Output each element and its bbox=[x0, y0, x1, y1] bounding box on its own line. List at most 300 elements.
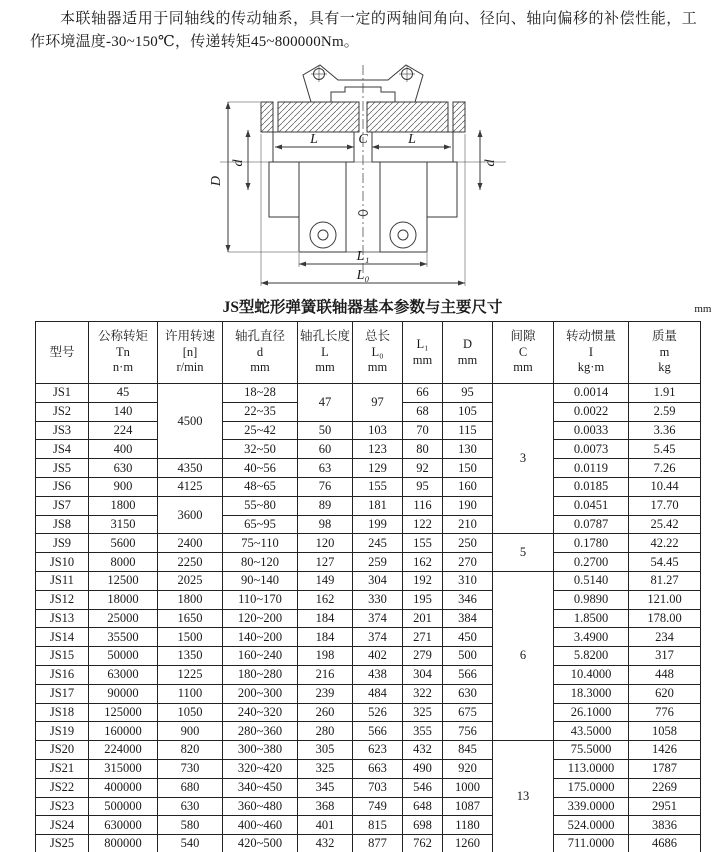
table-cell: 45 bbox=[89, 384, 158, 403]
table-cell: 160~240 bbox=[223, 647, 298, 666]
table-cell: 199 bbox=[353, 515, 403, 534]
table-cell: 55~80 bbox=[223, 496, 298, 515]
table-cell: 325 bbox=[403, 703, 443, 722]
table-cell: 195 bbox=[403, 590, 443, 609]
table-cell: 756 bbox=[443, 722, 493, 741]
table-cell: 580 bbox=[158, 816, 223, 835]
table-cell: 1426 bbox=[629, 741, 701, 760]
table-cell: 500000 bbox=[89, 797, 158, 816]
table-cell: 2269 bbox=[629, 778, 701, 797]
table-cell: 175.0000 bbox=[554, 778, 629, 797]
table-title-row bbox=[28, 297, 712, 319]
table-cell: 355 bbox=[403, 722, 443, 741]
table-cell: 3.4900 bbox=[554, 628, 629, 647]
table-cell: 920 bbox=[443, 759, 493, 778]
table-row-JS10 bbox=[36, 553, 701, 572]
table-cell: 0.5140 bbox=[554, 571, 629, 590]
table-cell: 75~110 bbox=[223, 534, 298, 553]
table-cell: 0.0073 bbox=[554, 440, 629, 459]
table-cell: 127 bbox=[298, 553, 353, 572]
table-row-JS8 bbox=[36, 515, 701, 534]
column-header-l1: L₁ mm bbox=[403, 322, 443, 384]
table-cell: 150 bbox=[443, 459, 493, 478]
table-cell: 1100 bbox=[158, 684, 223, 703]
table-cell: 4350 bbox=[158, 459, 223, 478]
table-cell: 162 bbox=[298, 590, 353, 609]
table-cell: 50000 bbox=[89, 647, 158, 666]
table-cell: 184 bbox=[298, 628, 353, 647]
table-cell: 400~460 bbox=[223, 816, 298, 835]
table-cell: 13 bbox=[493, 741, 554, 852]
column-header-model: 型号 bbox=[36, 322, 89, 384]
table-cell: 76 bbox=[298, 477, 353, 496]
row-model: JS4 bbox=[36, 440, 89, 459]
table-cell: 7.26 bbox=[629, 459, 701, 478]
row-model: JS1 bbox=[36, 384, 89, 403]
table-cell: 450 bbox=[443, 628, 493, 647]
row-model: JS24 bbox=[36, 816, 89, 835]
dim-label-L-right: L bbox=[407, 132, 416, 147]
table-cell: 66 bbox=[403, 384, 443, 403]
table-cell: 5.8200 bbox=[554, 647, 629, 666]
table-cell: 113.0000 bbox=[554, 759, 629, 778]
table-cell: 3.36 bbox=[629, 421, 701, 440]
table-cell: 190 bbox=[443, 496, 493, 515]
table-cell: 4686 bbox=[629, 835, 701, 852]
table-cell: 271 bbox=[403, 628, 443, 647]
table-cell: 12500 bbox=[89, 571, 158, 590]
row-model: JS18 bbox=[36, 703, 89, 722]
table-cell: 1800 bbox=[158, 590, 223, 609]
table-cell: 438 bbox=[353, 665, 403, 684]
table-cell: 524.0000 bbox=[554, 816, 629, 835]
table-row-JS24 bbox=[36, 816, 701, 835]
table-row-JS5 bbox=[36, 459, 701, 478]
table-cell: 68 bbox=[403, 402, 443, 421]
table-cell: 110~170 bbox=[223, 590, 298, 609]
table-cell: 2951 bbox=[629, 797, 701, 816]
table-cell: 374 bbox=[353, 628, 403, 647]
table-cell: 320~420 bbox=[223, 759, 298, 778]
table-cell: 1058 bbox=[629, 722, 701, 741]
table-cell: 402 bbox=[353, 647, 403, 666]
column-header-torque: 公称转矩 Tn n·m bbox=[89, 322, 158, 384]
table-cell: 1260 bbox=[443, 835, 493, 852]
table-cell: 3150 bbox=[89, 515, 158, 534]
table-body bbox=[36, 384, 701, 852]
table-cell: 484 bbox=[353, 684, 403, 703]
table-cell: 1787 bbox=[629, 759, 701, 778]
table-cell: 4500 bbox=[158, 384, 223, 459]
table-cell: 0.0119 bbox=[554, 459, 629, 478]
table-cell: 5.45 bbox=[629, 440, 701, 459]
table-cell: 130 bbox=[443, 440, 493, 459]
table-cell: 630000 bbox=[89, 816, 158, 835]
table-cell: 239 bbox=[298, 684, 353, 703]
column-header-bore_len: 轴孔长度 L mm bbox=[298, 322, 353, 384]
table-cell: 80~120 bbox=[223, 553, 298, 572]
table-cell: 0.9890 bbox=[554, 590, 629, 609]
table-cell: 63000 bbox=[89, 665, 158, 684]
table-cell: 1050 bbox=[158, 703, 223, 722]
table-cell: 304 bbox=[403, 665, 443, 684]
dim-label-d-left: d bbox=[230, 159, 246, 167]
table-cell: 630 bbox=[89, 459, 158, 478]
table-cell: 178.00 bbox=[629, 609, 701, 628]
table-row-JS17 bbox=[36, 684, 701, 703]
table-row-JS25 bbox=[36, 835, 701, 852]
table-cell: 97 bbox=[353, 384, 403, 422]
table-cell: 1180 bbox=[443, 816, 493, 835]
table-cell: 47 bbox=[298, 384, 353, 422]
table-cell: 245 bbox=[353, 534, 403, 553]
table-cell: 140 bbox=[89, 402, 158, 421]
table-cell: 0.0022 bbox=[554, 402, 629, 421]
table-cell: 698 bbox=[403, 816, 443, 835]
row-model: JS10 bbox=[36, 553, 89, 572]
table-cell: 22~35 bbox=[223, 402, 298, 421]
table-cell: 845 bbox=[443, 741, 493, 760]
table-cell: 280 bbox=[298, 722, 353, 741]
row-model: JS14 bbox=[36, 628, 89, 647]
row-model: JS2 bbox=[36, 402, 89, 421]
table-cell: 2250 bbox=[158, 553, 223, 572]
table-cell: 80 bbox=[403, 440, 443, 459]
column-header-d_out: D mm bbox=[443, 322, 493, 384]
table-cell: 305 bbox=[298, 741, 353, 760]
table-row-JS6 bbox=[36, 477, 701, 496]
table-cell: 17.70 bbox=[629, 496, 701, 515]
table-cell: 1350 bbox=[158, 647, 223, 666]
table-cell: 900 bbox=[158, 722, 223, 741]
table-cell: 2.59 bbox=[629, 402, 701, 421]
table-cell: 103 bbox=[353, 421, 403, 440]
table-cell: 10.4000 bbox=[554, 665, 629, 684]
table-cell: 317 bbox=[629, 647, 701, 666]
table-cell: 776 bbox=[629, 703, 701, 722]
table-row-JS12 bbox=[36, 590, 701, 609]
table-row-JS3 bbox=[36, 421, 701, 440]
table-cell: 432 bbox=[403, 741, 443, 760]
table-row-JS11 bbox=[36, 571, 701, 590]
table-cell: 500 bbox=[443, 647, 493, 666]
table-cell: 89 bbox=[298, 496, 353, 515]
table-cell: 98 bbox=[298, 515, 353, 534]
table-cell: 140~200 bbox=[223, 628, 298, 647]
table-cell: 234 bbox=[629, 628, 701, 647]
table-row-JS22 bbox=[36, 778, 701, 797]
table-cell: 280~360 bbox=[223, 722, 298, 741]
table-cell: 448 bbox=[629, 665, 701, 684]
table-cell: 224000 bbox=[89, 741, 158, 760]
dim-label-d-right: d bbox=[482, 159, 498, 167]
table-cell: 92 bbox=[403, 459, 443, 478]
table-cell: 26.1000 bbox=[554, 703, 629, 722]
table-cell: 360~480 bbox=[223, 797, 298, 816]
table-cell: 180~280 bbox=[223, 665, 298, 684]
table-cell: 1087 bbox=[443, 797, 493, 816]
table-cell: 0.0014 bbox=[554, 384, 629, 403]
table-cell: 401 bbox=[298, 816, 353, 835]
table-cell: 620 bbox=[629, 684, 701, 703]
table-cell: 240~320 bbox=[223, 703, 298, 722]
row-model: JS6 bbox=[36, 477, 89, 496]
table-cell: 703 bbox=[353, 778, 403, 797]
table-cell: 81.27 bbox=[629, 571, 701, 590]
row-model: JS3 bbox=[36, 421, 89, 440]
dim-label-L-left: L bbox=[309, 132, 318, 147]
column-header-inertia: 转动惯量 I kg·m bbox=[554, 322, 629, 384]
table-cell: 160000 bbox=[89, 722, 158, 741]
row-model: JS17 bbox=[36, 684, 89, 703]
column-header-bore_d: 轴孔直径 d mm bbox=[223, 322, 298, 384]
table-cell: 304 bbox=[353, 571, 403, 590]
table-cell: 1000 bbox=[443, 778, 493, 797]
hub-left-outer bbox=[269, 162, 299, 217]
unit-note: mm bbox=[694, 303, 712, 315]
table-header bbox=[36, 322, 701, 384]
row-model: JS22 bbox=[36, 778, 89, 797]
table-cell: 345 bbox=[298, 778, 353, 797]
table-cell: 346 bbox=[443, 590, 493, 609]
table-cell: 18000 bbox=[89, 590, 158, 609]
lower-bolt-left-icon bbox=[310, 222, 336, 248]
table-cell: 63 bbox=[298, 459, 353, 478]
table-cell: 648 bbox=[403, 797, 443, 816]
table-cell: 1.91 bbox=[629, 384, 701, 403]
table-row-JS9 bbox=[36, 534, 701, 553]
table-cell: 330 bbox=[353, 590, 403, 609]
flange-right bbox=[367, 102, 448, 132]
row-model: JS25 bbox=[36, 835, 89, 852]
table-cell: 43.5000 bbox=[554, 722, 629, 741]
column-header-mass: 质量 m kg bbox=[629, 322, 701, 384]
table-cell: 105 bbox=[443, 402, 493, 421]
table-cell: 162 bbox=[403, 553, 443, 572]
table-cell: 300~380 bbox=[223, 741, 298, 760]
table-cell: 0.0451 bbox=[554, 496, 629, 515]
hub-right-sleeve bbox=[380, 162, 427, 252]
table-cell: 95 bbox=[443, 384, 493, 403]
table-cell: 566 bbox=[353, 722, 403, 741]
table-cell: 0.0185 bbox=[554, 477, 629, 496]
table-cell: 279 bbox=[403, 647, 443, 666]
table-row-JS14 bbox=[36, 628, 701, 647]
table-cell: 32~50 bbox=[223, 440, 298, 459]
table-cell: 201 bbox=[403, 609, 443, 628]
table-cell: 630 bbox=[158, 797, 223, 816]
table-cell: 123 bbox=[353, 440, 403, 459]
table-cell: 820 bbox=[158, 741, 223, 760]
row-model: JS8 bbox=[36, 515, 89, 534]
table-cell: 155 bbox=[403, 534, 443, 553]
table-cell: 40~56 bbox=[223, 459, 298, 478]
table-cell: 1.8500 bbox=[554, 609, 629, 628]
table-cell: 8000 bbox=[89, 553, 158, 572]
table-cell: 368 bbox=[298, 797, 353, 816]
table-cell: 90000 bbox=[89, 684, 158, 703]
table-cell: 663 bbox=[353, 759, 403, 778]
dim-label-C: C bbox=[357, 132, 368, 147]
table-cell: 216 bbox=[298, 665, 353, 684]
table-cell: 149 bbox=[298, 571, 353, 590]
table-cell: 3836 bbox=[629, 816, 701, 835]
table-cell: 192 bbox=[403, 571, 443, 590]
table-cell: 490 bbox=[403, 759, 443, 778]
row-model: JS16 bbox=[36, 665, 89, 684]
table-cell: 315000 bbox=[89, 759, 158, 778]
table-cell: 325 bbox=[298, 759, 353, 778]
table-cell: 374 bbox=[353, 609, 403, 628]
table-row-JS18 bbox=[36, 703, 701, 722]
table-cell: 630 bbox=[443, 684, 493, 703]
table-cell: 1650 bbox=[158, 609, 223, 628]
table-row-JS19 bbox=[36, 722, 701, 741]
table-cell: 420~500 bbox=[223, 835, 298, 852]
table-cell: 116 bbox=[403, 496, 443, 515]
table-cell: 184 bbox=[298, 609, 353, 628]
table-cell: 0.2700 bbox=[554, 553, 629, 572]
table-cell: 339.0000 bbox=[554, 797, 629, 816]
table-cell: 526 bbox=[353, 703, 403, 722]
table-cell: 120~200 bbox=[223, 609, 298, 628]
table-cell: 155 bbox=[353, 477, 403, 496]
table-cell: 129 bbox=[353, 459, 403, 478]
table-cell: 50 bbox=[298, 421, 353, 440]
table-cell: 48~65 bbox=[223, 477, 298, 496]
table-cell: 546 bbox=[403, 778, 443, 797]
table-cell: 90~140 bbox=[223, 571, 298, 590]
dim-label-L1: L₁ bbox=[356, 249, 369, 264]
flange-left bbox=[278, 102, 359, 132]
row-model: JS20 bbox=[36, 741, 89, 760]
row-model: JS21 bbox=[36, 759, 89, 778]
table-cell: 25~42 bbox=[223, 421, 298, 440]
row-model: JS11 bbox=[36, 571, 89, 590]
table-row-JS21 bbox=[36, 759, 701, 778]
table-row-JS1 bbox=[36, 384, 701, 403]
table-cell: 711.0000 bbox=[554, 835, 629, 852]
table-cell: 75.5000 bbox=[554, 741, 629, 760]
table-cell: 181 bbox=[353, 496, 403, 515]
dim-label-D: D bbox=[208, 175, 224, 187]
row-model: JS15 bbox=[36, 647, 89, 666]
lower-bolt-left-inner bbox=[318, 230, 328, 240]
intro-paragraph: 本联轴器适用于同轴线的传动轴系，具有一定的两轴间角向、径向、轴向偏移的补偿性能，工作环境温度-30~150℃，传递转矩45~800000Nm。 bbox=[30, 11, 697, 50]
lower-bolt-right-inner bbox=[398, 230, 408, 240]
coupling-diagram-figure bbox=[168, 57, 558, 295]
table-cell: 762 bbox=[403, 835, 443, 852]
table-cell: 400 bbox=[89, 440, 158, 459]
parameters-table bbox=[35, 321, 701, 852]
table-cell: 270 bbox=[443, 553, 493, 572]
table-cell: 160 bbox=[443, 477, 493, 496]
table-cell: 1800 bbox=[89, 496, 158, 515]
table-row-JS15 bbox=[36, 647, 701, 666]
table-cell: 25000 bbox=[89, 609, 158, 628]
table-cell: 210 bbox=[443, 515, 493, 534]
table-cell: 18~28 bbox=[223, 384, 298, 403]
table-cell: 54.45 bbox=[629, 553, 701, 572]
table-cell: 3 bbox=[493, 384, 554, 534]
table-cell: 680 bbox=[158, 778, 223, 797]
flange-end-right bbox=[453, 102, 465, 132]
coupling-section-drawing bbox=[168, 57, 558, 295]
table-cell: 310 bbox=[443, 571, 493, 590]
table-cell: 198 bbox=[298, 647, 353, 666]
row-model: JS23 bbox=[36, 797, 89, 816]
table-row-JS13 bbox=[36, 609, 701, 628]
table-cell: 877 bbox=[353, 835, 403, 852]
table-cell: 322 bbox=[403, 684, 443, 703]
table-cell: 5600 bbox=[89, 534, 158, 553]
row-model: JS7 bbox=[36, 496, 89, 515]
table-row-JS16 bbox=[36, 665, 701, 684]
table-cell: 10.44 bbox=[629, 477, 701, 496]
row-model: JS19 bbox=[36, 722, 89, 741]
table-cell: 121.00 bbox=[629, 590, 701, 609]
dim-label-L0: L₀ bbox=[356, 268, 369, 283]
column-header-gap: 间隙 C mm bbox=[493, 322, 554, 384]
table-cell: 2400 bbox=[158, 534, 223, 553]
table-cell: 35500 bbox=[89, 628, 158, 647]
hub-left-sleeve bbox=[299, 162, 346, 252]
table-cell: 675 bbox=[443, 703, 493, 722]
table-cell: 18.3000 bbox=[554, 684, 629, 703]
table-cell: 4125 bbox=[158, 477, 223, 496]
table-cell: 122 bbox=[403, 515, 443, 534]
table-cell: 2025 bbox=[158, 571, 223, 590]
table-cell: 540 bbox=[158, 835, 223, 852]
column-header-total_len: 总长 L₀ mm bbox=[353, 322, 403, 384]
table-cell: 65~95 bbox=[223, 515, 298, 534]
table-cell: 3600 bbox=[158, 496, 223, 534]
row-model: JS5 bbox=[36, 459, 89, 478]
table-cell: 115 bbox=[443, 421, 493, 440]
flange-end-left bbox=[261, 102, 273, 132]
table-row-JS4 bbox=[36, 440, 701, 459]
column-header-speed: 许用转速 [n] r/min bbox=[158, 322, 223, 384]
table-cell: 95 bbox=[403, 477, 443, 496]
table-cell: 224 bbox=[89, 421, 158, 440]
table-cell: 125000 bbox=[89, 703, 158, 722]
hub-right-outer bbox=[427, 162, 457, 217]
table-cell: 6 bbox=[493, 571, 554, 740]
table-cell: 1500 bbox=[158, 628, 223, 647]
table-cell: 623 bbox=[353, 741, 403, 760]
table-cell: 400000 bbox=[89, 778, 158, 797]
table-cell: 259 bbox=[353, 553, 403, 572]
table-row-JS20 bbox=[36, 741, 701, 760]
table-cell: 260 bbox=[298, 703, 353, 722]
table-cell: 800000 bbox=[89, 835, 158, 852]
table-cell: 730 bbox=[158, 759, 223, 778]
table-cell: 0.0787 bbox=[554, 515, 629, 534]
table-cell: 70 bbox=[403, 421, 443, 440]
row-model: JS9 bbox=[36, 534, 89, 553]
table-title: JS型蛇形弹簧联轴器基本参数与主要尺寸 bbox=[222, 299, 503, 316]
table-cell: 200~300 bbox=[223, 684, 298, 703]
table-cell: 432 bbox=[298, 835, 353, 852]
table-cell: 25.42 bbox=[629, 515, 701, 534]
table-row-JS23 bbox=[36, 797, 701, 816]
table-cell: 815 bbox=[353, 816, 403, 835]
row-model: JS12 bbox=[36, 590, 89, 609]
table-cell: 1225 bbox=[158, 665, 223, 684]
table-cell: 5 bbox=[493, 534, 554, 572]
table-cell: 749 bbox=[353, 797, 403, 816]
row-model: JS13 bbox=[36, 609, 89, 628]
